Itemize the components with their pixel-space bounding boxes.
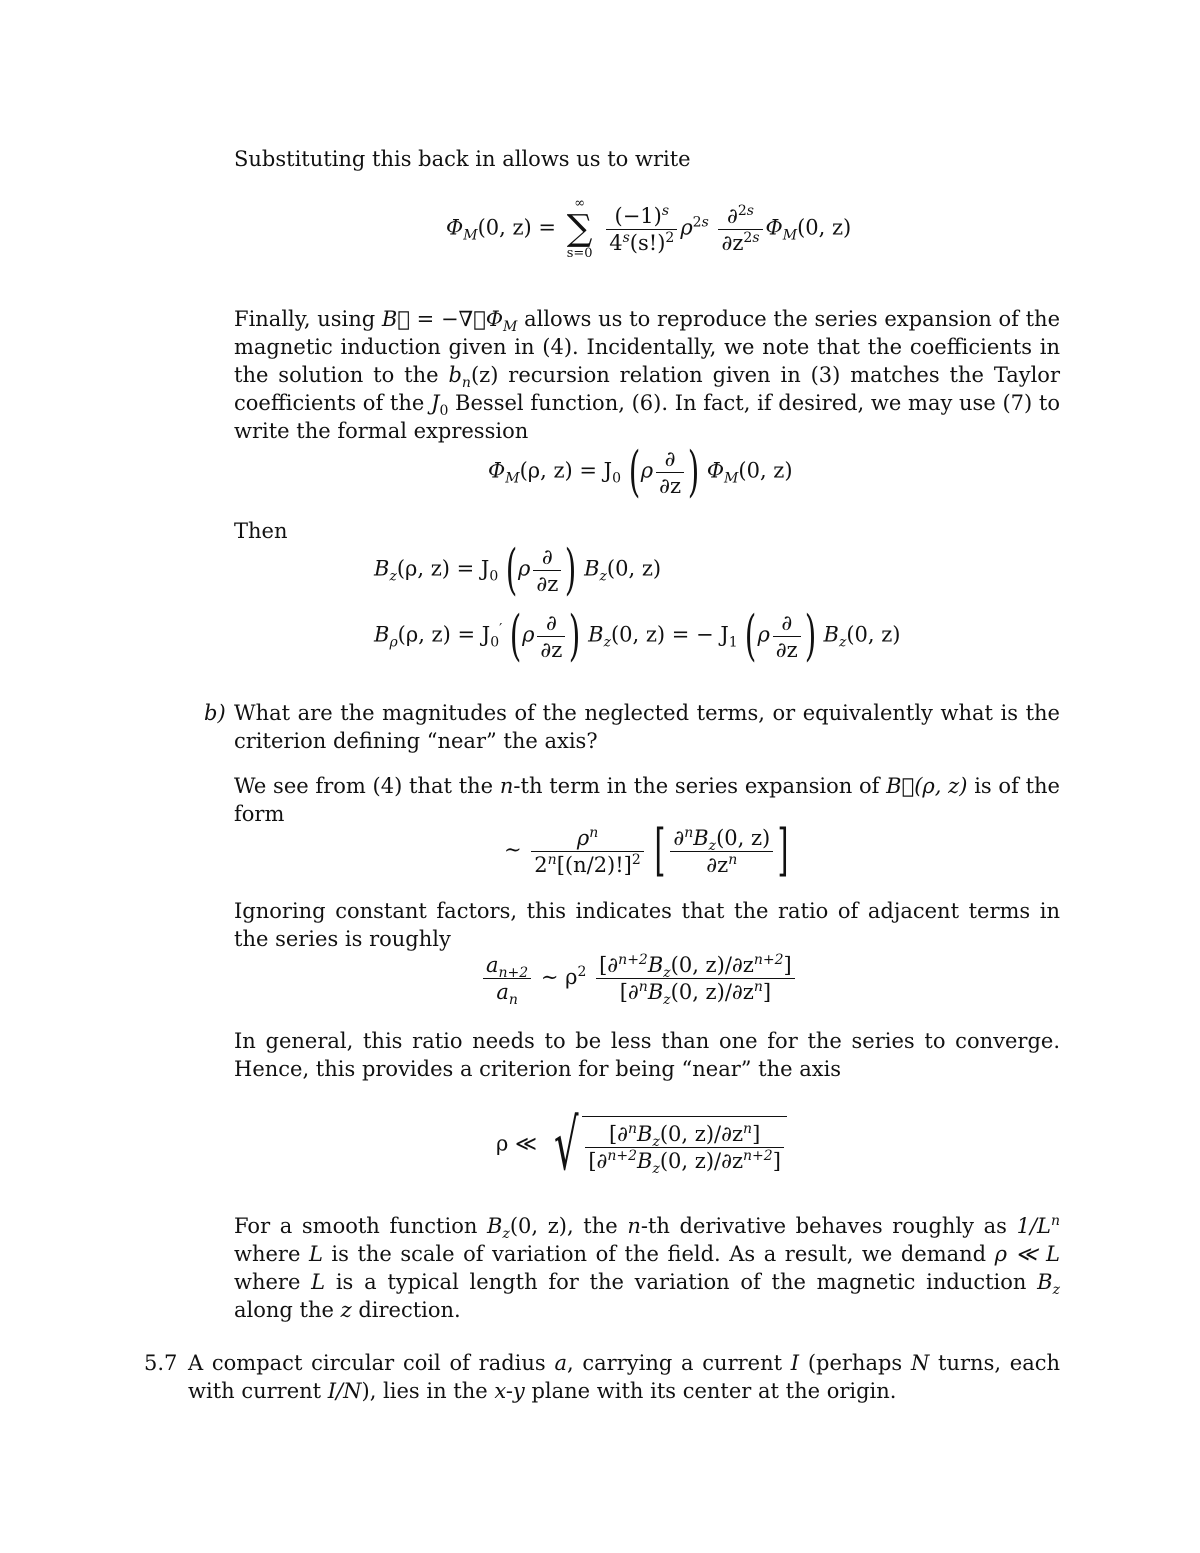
question-b-text: What are the magnitudes of the neglected terms, or equivalently what is the criterion defining “near” the axis? — [234, 701, 1060, 753]
label-then: Then — [234, 519, 288, 543]
fraction-coefficient: $\frac{(-1)^s}{4^s(s!)^2}$ — [606, 203, 677, 256]
equation-nth-term: ∼ $\frac{\rho^n}{2^n[(n/2)!]^2}$ [ $\frac{\partial^nB_z(0, z)}{\partial z^n}$ ] — [504, 818, 789, 883]
paragraph-smooth-function: For a smooth function $B_z(0$, z), the n-th derivative behaves roughly as $1/L^n$ where L is the scale of variation of the field. As a result, we demand ρ ≪ L where L is a typical length for the variation of the magnetic induction $B_z$ along the z direction. — [234, 1213, 1060, 1322]
paragraph-substituting: Substituting this back in allows us to write — [234, 147, 691, 171]
paragraph-finally: Finally, using B⃗ = $-\nabla⃗\Phi_M$ allows us to reproduce the series expansion of the magnetic induction given in (4). Incidentally, we note that the coefficients in the solution to the $b_n(z)$ recursion relation given in (3) matches the Taylor coefficients of the $J_0$ Bessel function, (6). In fact, if desired, we may use (7) to write the formal expression — [234, 307, 1061, 443]
problem-number: 5.7 — [144, 1351, 178, 1375]
paragraph-in-general: In general, this ratio needs to be less than one for the series to converge. Hence, this provides a criterion for being “near” the axis — [234, 1029, 1060, 1081]
equation-bz: $B_z(\rho$, $z) = J_0$ (ρ $\frac{\partial}{\partial z}$ ) $B_z(0$, z) — [374, 538, 662, 601]
paragraph-ignoring: Ignoring constant factors, this indicates that the ratio of adjacent terms in the series is roughly — [234, 899, 1060, 951]
equation-ratio: $\frac{a_{n+2}}{a_n}$ ∼ $\rho^2$ $\frac{[\partial^{n+2}B_z(0, z)/\partial z^{n+2}]}{[\partial^nB_z(0, z)/\partial z^n]}$ — [480, 952, 798, 1005]
problem-statement: A compact circular coil of radius a, carrying a current I (perhaps N turns, each with current I/N), lies in the x-y plane with its center at the origin. — [188, 1351, 1061, 1403]
equation-phi-series: $\Phi_M(0$, z) = ∞ ∑ s=0 $\frac{(-1)^s}{4^s(s!)^2}$ $\rho^{2s}$ $\frac{\partial^{2s}}{\partial z^{2s}}$ $\Phi_M(0$, z) — [446, 196, 852, 261]
equation-brho: $B_\rho(\rho$, $z) = J_0'$ (ρ $\frac{\partial}{\partial z}$ ) $B_z(0$, z) = − $J_1$ (ρ $\frac{\partial}{\partial z}$ ) $B_z(0$, z) — [374, 604, 901, 667]
equation-phi-bessel: $\Phi_M(\rho$, $z) = J_0$ (ρ $\frac{\partial}{\partial z}$ ) $\Phi_M(0$, z) — [488, 440, 793, 503]
question-b-label: b) — [204, 701, 226, 725]
fraction-derivative: $\frac{\partial^{2s}}{\partial z^{2s}}$ — [718, 203, 762, 256]
equation-criterion: ρ ≪ √ $\frac{[\partial^nB_z(0, z)/\partial z^n]}{[\partial^{n+2}B_z(0, z)/\partial z^{n+2}]}$ — [496, 1110, 787, 1180]
summation-symbol: ∞ ∑ s=0 — [566, 196, 593, 261]
paragraph-nth-term: We see from (4) that the n-th term in the series expansion of B⃗(ρ, z) is of the form — [234, 774, 1060, 826]
